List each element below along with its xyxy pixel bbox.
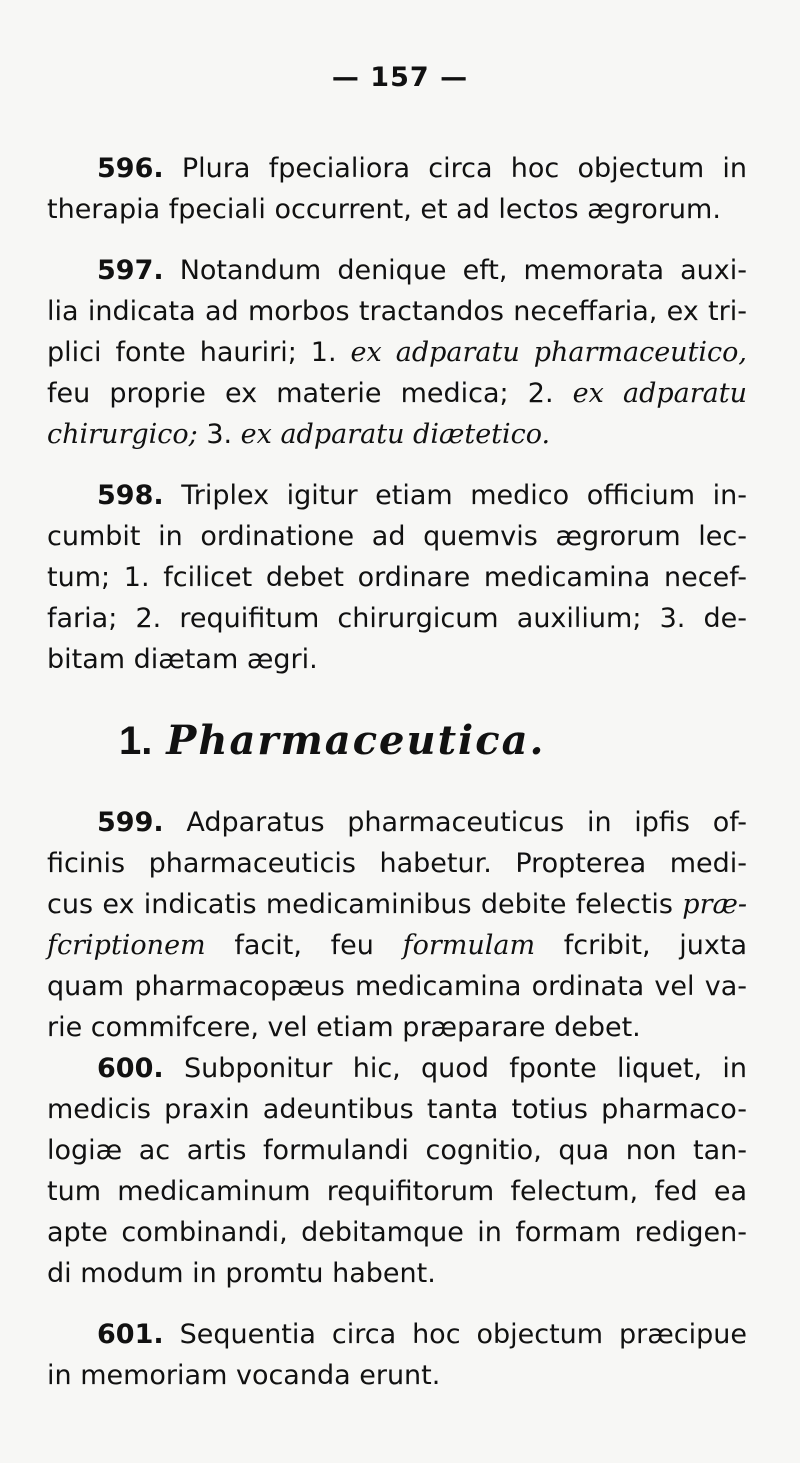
paragraph-596-line-1 — [47, 148, 747, 189]
paragraph-597-line-3 — [47, 332, 747, 373]
paragraph-text: Sequentia circa hoc objectum præcipue — [179, 1319, 747, 1350]
italic-text: fcriptionem — [47, 930, 206, 961]
paragraph-599-line-3 — [47, 884, 747, 925]
paragraph-601-line-1 — [47, 1314, 747, 1355]
spacer — [47, 455, 747, 475]
paragraph-600-line-3: logiæ ac artis formulandi cognitio, qua non tan- — [47, 1135, 747, 1166]
paragraph-600-line-6: di modum in promtu habent. — [47, 1258, 436, 1289]
paragraph-text: Adparatus pharmaceuticus in ipfis of- — [186, 807, 747, 838]
section-title: Pharmaceutica. — [166, 717, 546, 764]
paragraph-number: 601. — [97, 1319, 164, 1350]
paragraph-text: cus ex indicatis medicaminibus debite felectis — [47, 889, 683, 920]
paragraph-number: 597. — [97, 255, 164, 286]
italic-text: formulam — [402, 930, 536, 961]
italic-text: præ- — [682, 889, 747, 920]
paragraph-599-line-1 — [47, 802, 747, 843]
paragraph-600-line-2: medicis praxin adeuntibus tanta totius pharmaco- — [47, 1094, 747, 1125]
paragraph-598-line-5: bitam diætam ægri. — [47, 644, 318, 675]
spacer — [47, 782, 747, 802]
paragraph-597-line-4 — [47, 373, 747, 414]
paragraph-number: 599. — [97, 807, 164, 838]
paragraph-text: fcribit, juxta — [535, 930, 747, 961]
italic-text: ex adparatu diætetico. — [240, 419, 551, 450]
paragraph-number: 596. — [97, 153, 164, 184]
paragraph-600-line-1 — [47, 1048, 747, 1089]
paragraph-600-line-5: apte combinandi, debitamque in formam redigen- — [47, 1217, 747, 1248]
paragraph-597-line-2: lia indicata ad morbos tractandos neceffaria, ex tri- — [47, 296, 747, 327]
paragraph-number: 598. — [97, 480, 164, 511]
paragraph-600-line-4: tum medicaminum requifitorum felectum, fed ea — [47, 1176, 747, 1207]
paragraph-597-line-1 — [47, 250, 747, 291]
paragraph-text: Notandum denique eft, memorata auxi- — [179, 255, 747, 286]
paragraph-598-line-1 — [47, 475, 747, 516]
paragraph-text: Plura fpecialiora circa hoc objectum in — [181, 153, 747, 184]
spacer — [47, 1294, 747, 1314]
page-number: — 157 — — [331, 62, 469, 93]
paragraph-601-line-2: in memoriam vocanda erunt. — [47, 1360, 441, 1391]
paragraph-596-line-2: therapia fpeciali occurrent, et ad lectos ægrorum. — [47, 194, 721, 225]
paragraph-599-line-6: rie commifcere, vel etiam præparare debet. — [47, 1012, 641, 1043]
paragraph-text: plici fonte hauriri; 1. — [47, 337, 351, 368]
italic-text: chirurgico; — [47, 419, 207, 450]
paragraph-text: 3. — [206, 419, 241, 450]
paragraph-597-line-5 — [47, 414, 747, 455]
spacer — [47, 230, 747, 250]
spacer — [47, 680, 747, 700]
section-number: 1. — [119, 719, 153, 763]
paragraph-text: feu proprie ex materie medica; 2. — [47, 378, 573, 409]
paragraph-598-line-2: cumbit in ordinatione ad quemvis ægrorum lec- — [47, 521, 747, 552]
paragraph-599-line-4 — [47, 925, 747, 966]
paragraph-text: Triplex igitur etiam medico officium in- — [181, 480, 747, 511]
page-body — [47, 148, 747, 1396]
paragraph-text: facit, feu — [205, 930, 403, 961]
italic-text: ex adparatu — [572, 378, 747, 409]
paragraph-599-line-5: quam pharmacopæus medicamina ordinata vel va- — [47, 971, 747, 1002]
paragraph-599-line-2: ficinis pharmaceuticis habetur. Propterea medi- — [47, 848, 747, 879]
italic-text: ex adparatu pharmaceutico, — [350, 337, 748, 368]
paragraph-598-line-3: tum; 1. fcilicet debet ordinare medicamina necef- — [47, 562, 747, 593]
paragraph-number: 600. — [97, 1053, 164, 1084]
paragraph-text: Subponitur hic, quod fponte liquet, in — [183, 1053, 747, 1084]
paragraph-598-line-4: faria; 2. requifitum chirurgicum auxilium; 3. de- — [47, 603, 747, 634]
section-heading — [47, 700, 747, 782]
